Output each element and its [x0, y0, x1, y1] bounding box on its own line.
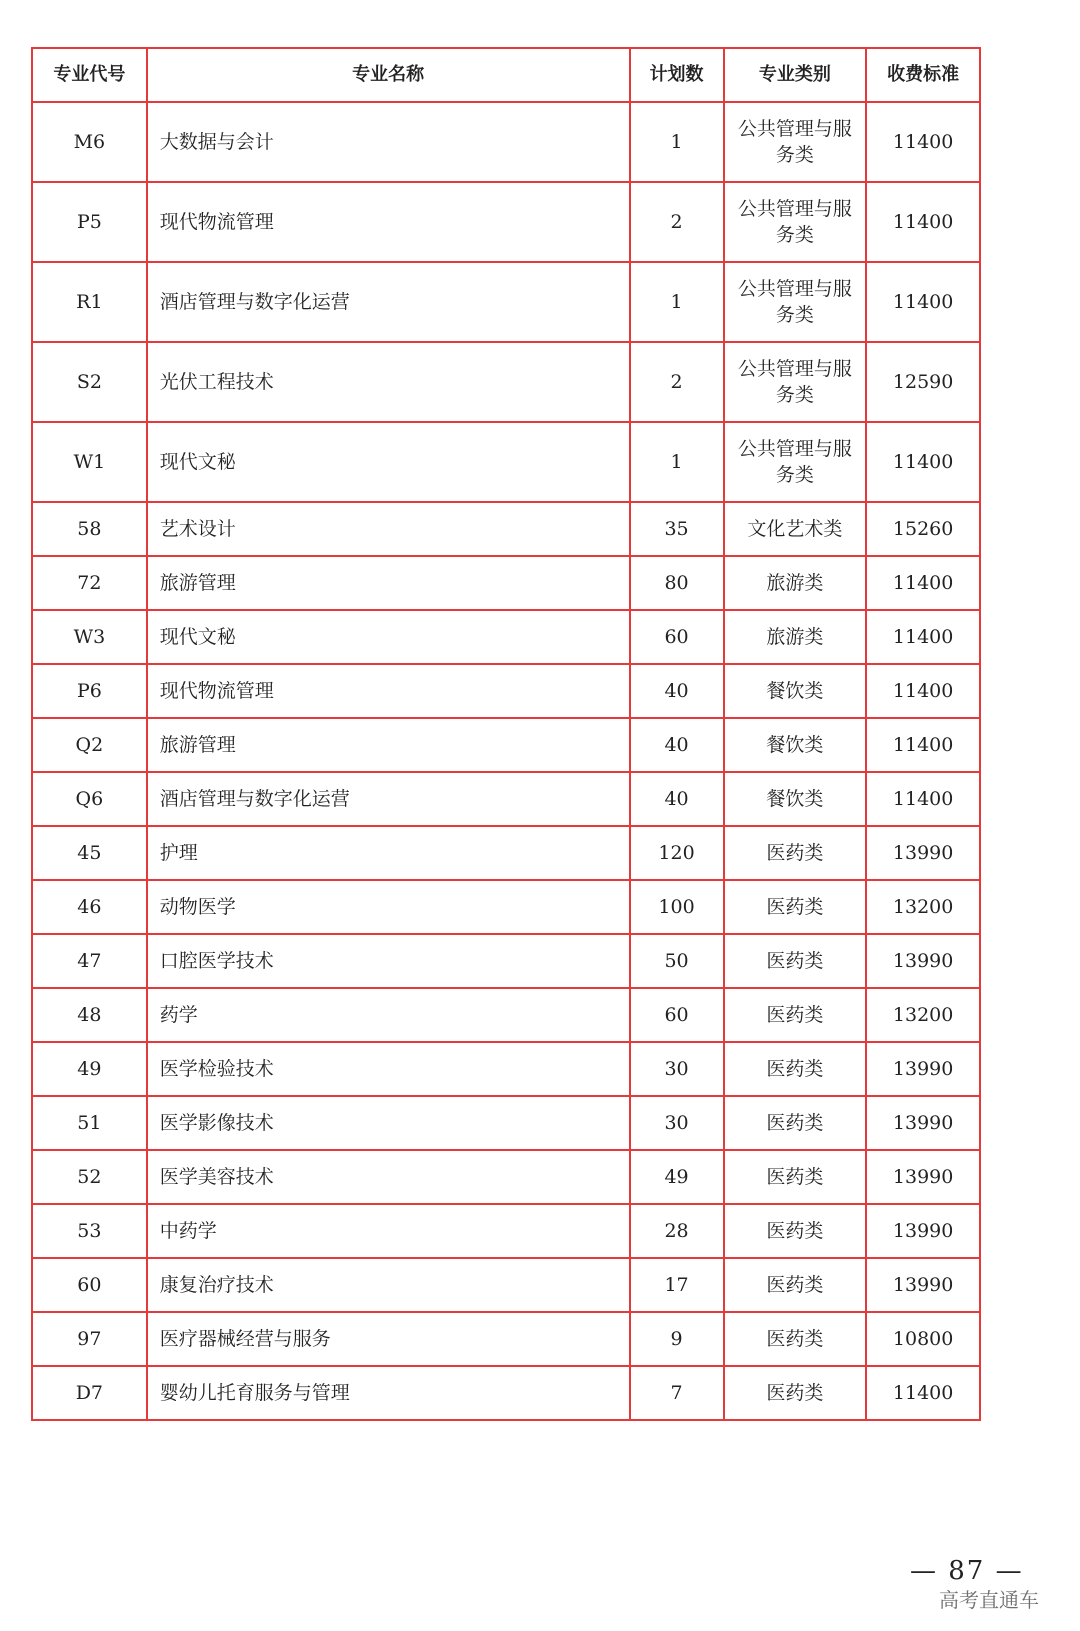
table-row	[32, 718, 980, 772]
table-header-row	[32, 48, 980, 102]
table-row	[32, 1366, 980, 1420]
cell-name: 现代物流管理	[147, 664, 630, 718]
cell-code: W1	[32, 422, 147, 502]
table-row	[32, 556, 980, 610]
cell-fee: 13990	[866, 934, 980, 988]
cell-plan: 9	[630, 1312, 724, 1366]
cell-name: 旅游管理	[147, 556, 630, 610]
cell-code: P5	[32, 182, 147, 262]
cell-category: 医药类	[724, 1204, 867, 1258]
cell-fee: 11400	[866, 262, 980, 342]
table-row	[32, 934, 980, 988]
table-row	[32, 342, 980, 422]
cell-fee: 11400	[866, 422, 980, 502]
cell-name: 光伏工程技术	[147, 342, 630, 422]
cell-name: 护理	[147, 826, 630, 880]
cell-plan: 100	[630, 880, 724, 934]
cell-fee: 10800	[866, 1312, 980, 1366]
table-row	[32, 262, 980, 342]
cell-category: 公共管理与服务类	[724, 422, 867, 502]
cell-category: 医药类	[724, 988, 867, 1042]
cell-fee: 15260	[866, 502, 980, 556]
table-row	[32, 610, 980, 664]
cell-plan: 1	[630, 422, 724, 502]
cell-fee: 11400	[866, 182, 980, 262]
cell-name: 酒店管理与数字化运营	[147, 262, 630, 342]
cell-name: 康复治疗技术	[147, 1258, 630, 1312]
cell-fee: 13990	[866, 826, 980, 880]
cell-code: 72	[32, 556, 147, 610]
header-category: 专业类别	[724, 48, 867, 102]
cell-fee: 13990	[866, 1204, 980, 1258]
cell-code: M6	[32, 102, 147, 182]
table-row	[32, 1150, 980, 1204]
cell-code: 48	[32, 988, 147, 1042]
cell-category: 公共管理与服务类	[724, 182, 867, 262]
table-row	[32, 102, 980, 182]
cell-plan: 2	[630, 342, 724, 422]
cell-fee: 13200	[866, 988, 980, 1042]
cell-fee: 11400	[866, 772, 980, 826]
cell-plan: 1	[630, 262, 724, 342]
cell-category: 公共管理与服务类	[724, 342, 867, 422]
cell-category: 医药类	[724, 1258, 867, 1312]
cell-code: W3	[32, 610, 147, 664]
enrollment-plan-table	[31, 47, 981, 1421]
table-row	[32, 1096, 980, 1150]
cell-plan: 30	[630, 1042, 724, 1096]
cell-plan: 30	[630, 1096, 724, 1150]
table-body	[32, 102, 980, 1420]
cell-fee: 13990	[866, 1096, 980, 1150]
cell-name: 旅游管理	[147, 718, 630, 772]
table-row	[32, 502, 980, 556]
cell-code: 47	[32, 934, 147, 988]
cell-category: 旅游类	[724, 556, 867, 610]
cell-fee: 13990	[866, 1258, 980, 1312]
cell-plan: 40	[630, 664, 724, 718]
table-row	[32, 664, 980, 718]
cell-plan: 40	[630, 772, 724, 826]
cell-plan: 60	[630, 988, 724, 1042]
cell-name: 现代物流管理	[147, 182, 630, 262]
cell-plan: 49	[630, 1150, 724, 1204]
cell-fee: 13990	[866, 1042, 980, 1096]
cell-code: 45	[32, 826, 147, 880]
cell-category: 餐饮类	[724, 772, 867, 826]
cell-code: 60	[32, 1258, 147, 1312]
cell-category: 餐饮类	[724, 664, 867, 718]
cell-name: 大数据与会计	[147, 102, 630, 182]
cell-category: 旅游类	[724, 610, 867, 664]
cell-fee: 11400	[866, 718, 980, 772]
cell-plan: 28	[630, 1204, 724, 1258]
cell-category: 医药类	[724, 1042, 867, 1096]
cell-plan: 7	[630, 1366, 724, 1420]
header-plan: 计划数	[630, 48, 724, 102]
cell-code: 49	[32, 1042, 147, 1096]
cell-name: 现代文秘	[147, 422, 630, 502]
cell-plan: 35	[630, 502, 724, 556]
cell-name: 艺术设计	[147, 502, 630, 556]
cell-fee: 11400	[866, 102, 980, 182]
cell-fee: 13990	[866, 1150, 980, 1204]
cell-plan: 50	[630, 934, 724, 988]
table-row	[32, 182, 980, 262]
cell-code: 52	[32, 1150, 147, 1204]
cell-code: 46	[32, 880, 147, 934]
cell-plan: 2	[630, 182, 724, 262]
header-name: 专业名称	[147, 48, 630, 102]
cell-fee: 12590	[866, 342, 980, 422]
cell-name: 酒店管理与数字化运营	[147, 772, 630, 826]
cell-code: R1	[32, 262, 147, 342]
cell-plan: 40	[630, 718, 724, 772]
cell-category: 医药类	[724, 1150, 867, 1204]
cell-fee: 11400	[866, 556, 980, 610]
cell-code: 58	[32, 502, 147, 556]
cell-category: 公共管理与服务类	[724, 262, 867, 342]
cell-fee: 11400	[866, 664, 980, 718]
cell-category: 公共管理与服务类	[724, 102, 867, 182]
cell-name: 现代文秘	[147, 610, 630, 664]
cell-name: 医学检验技术	[147, 1042, 630, 1096]
table-row	[32, 422, 980, 502]
table-row	[32, 1042, 980, 1096]
cell-name: 医疗器械经营与服务	[147, 1312, 630, 1366]
cell-plan: 120	[630, 826, 724, 880]
cell-fee: 13200	[866, 880, 980, 934]
table-row	[32, 988, 980, 1042]
cell-name: 动物医学	[147, 880, 630, 934]
cell-code: S2	[32, 342, 147, 422]
table-row	[32, 1258, 980, 1312]
cell-fee: 11400	[866, 610, 980, 664]
cell-category: 医药类	[724, 1312, 867, 1366]
cell-category: 医药类	[724, 1096, 867, 1150]
cell-category: 餐饮类	[724, 718, 867, 772]
cell-category: 医药类	[724, 880, 867, 934]
header-code: 专业代号	[32, 48, 147, 102]
cell-category: 医药类	[724, 1366, 867, 1420]
watermark-text: 高考直通车	[939, 1588, 1039, 1612]
cell-name: 中药学	[147, 1204, 630, 1258]
table-row	[32, 1204, 980, 1258]
cell-plan: 17	[630, 1258, 724, 1312]
page-number: — 87 —	[910, 1556, 1024, 1586]
cell-name: 婴幼儿托育服务与管理	[147, 1366, 630, 1420]
cell-code: 51	[32, 1096, 147, 1150]
cell-name: 医学美容技术	[147, 1150, 630, 1204]
cell-code: 97	[32, 1312, 147, 1366]
table-row	[32, 826, 980, 880]
cell-code: 53	[32, 1204, 147, 1258]
cell-name: 口腔医学技术	[147, 934, 630, 988]
table-row	[32, 880, 980, 934]
cell-plan: 1	[630, 102, 724, 182]
cell-category: 文化艺术类	[724, 502, 867, 556]
cell-code: Q6	[32, 772, 147, 826]
cell-name: 药学	[147, 988, 630, 1042]
cell-fee: 11400	[866, 1366, 980, 1420]
table-row	[32, 772, 980, 826]
table-row	[32, 1312, 980, 1366]
cell-code: Q2	[32, 718, 147, 772]
cell-name: 医学影像技术	[147, 1096, 630, 1150]
cell-category: 医药类	[724, 826, 867, 880]
cell-code: D7	[32, 1366, 147, 1420]
cell-plan: 80	[630, 556, 724, 610]
cell-plan: 60	[630, 610, 724, 664]
cell-code: P6	[32, 664, 147, 718]
header-fee: 收费标准	[866, 48, 980, 102]
cell-category: 医药类	[724, 934, 867, 988]
